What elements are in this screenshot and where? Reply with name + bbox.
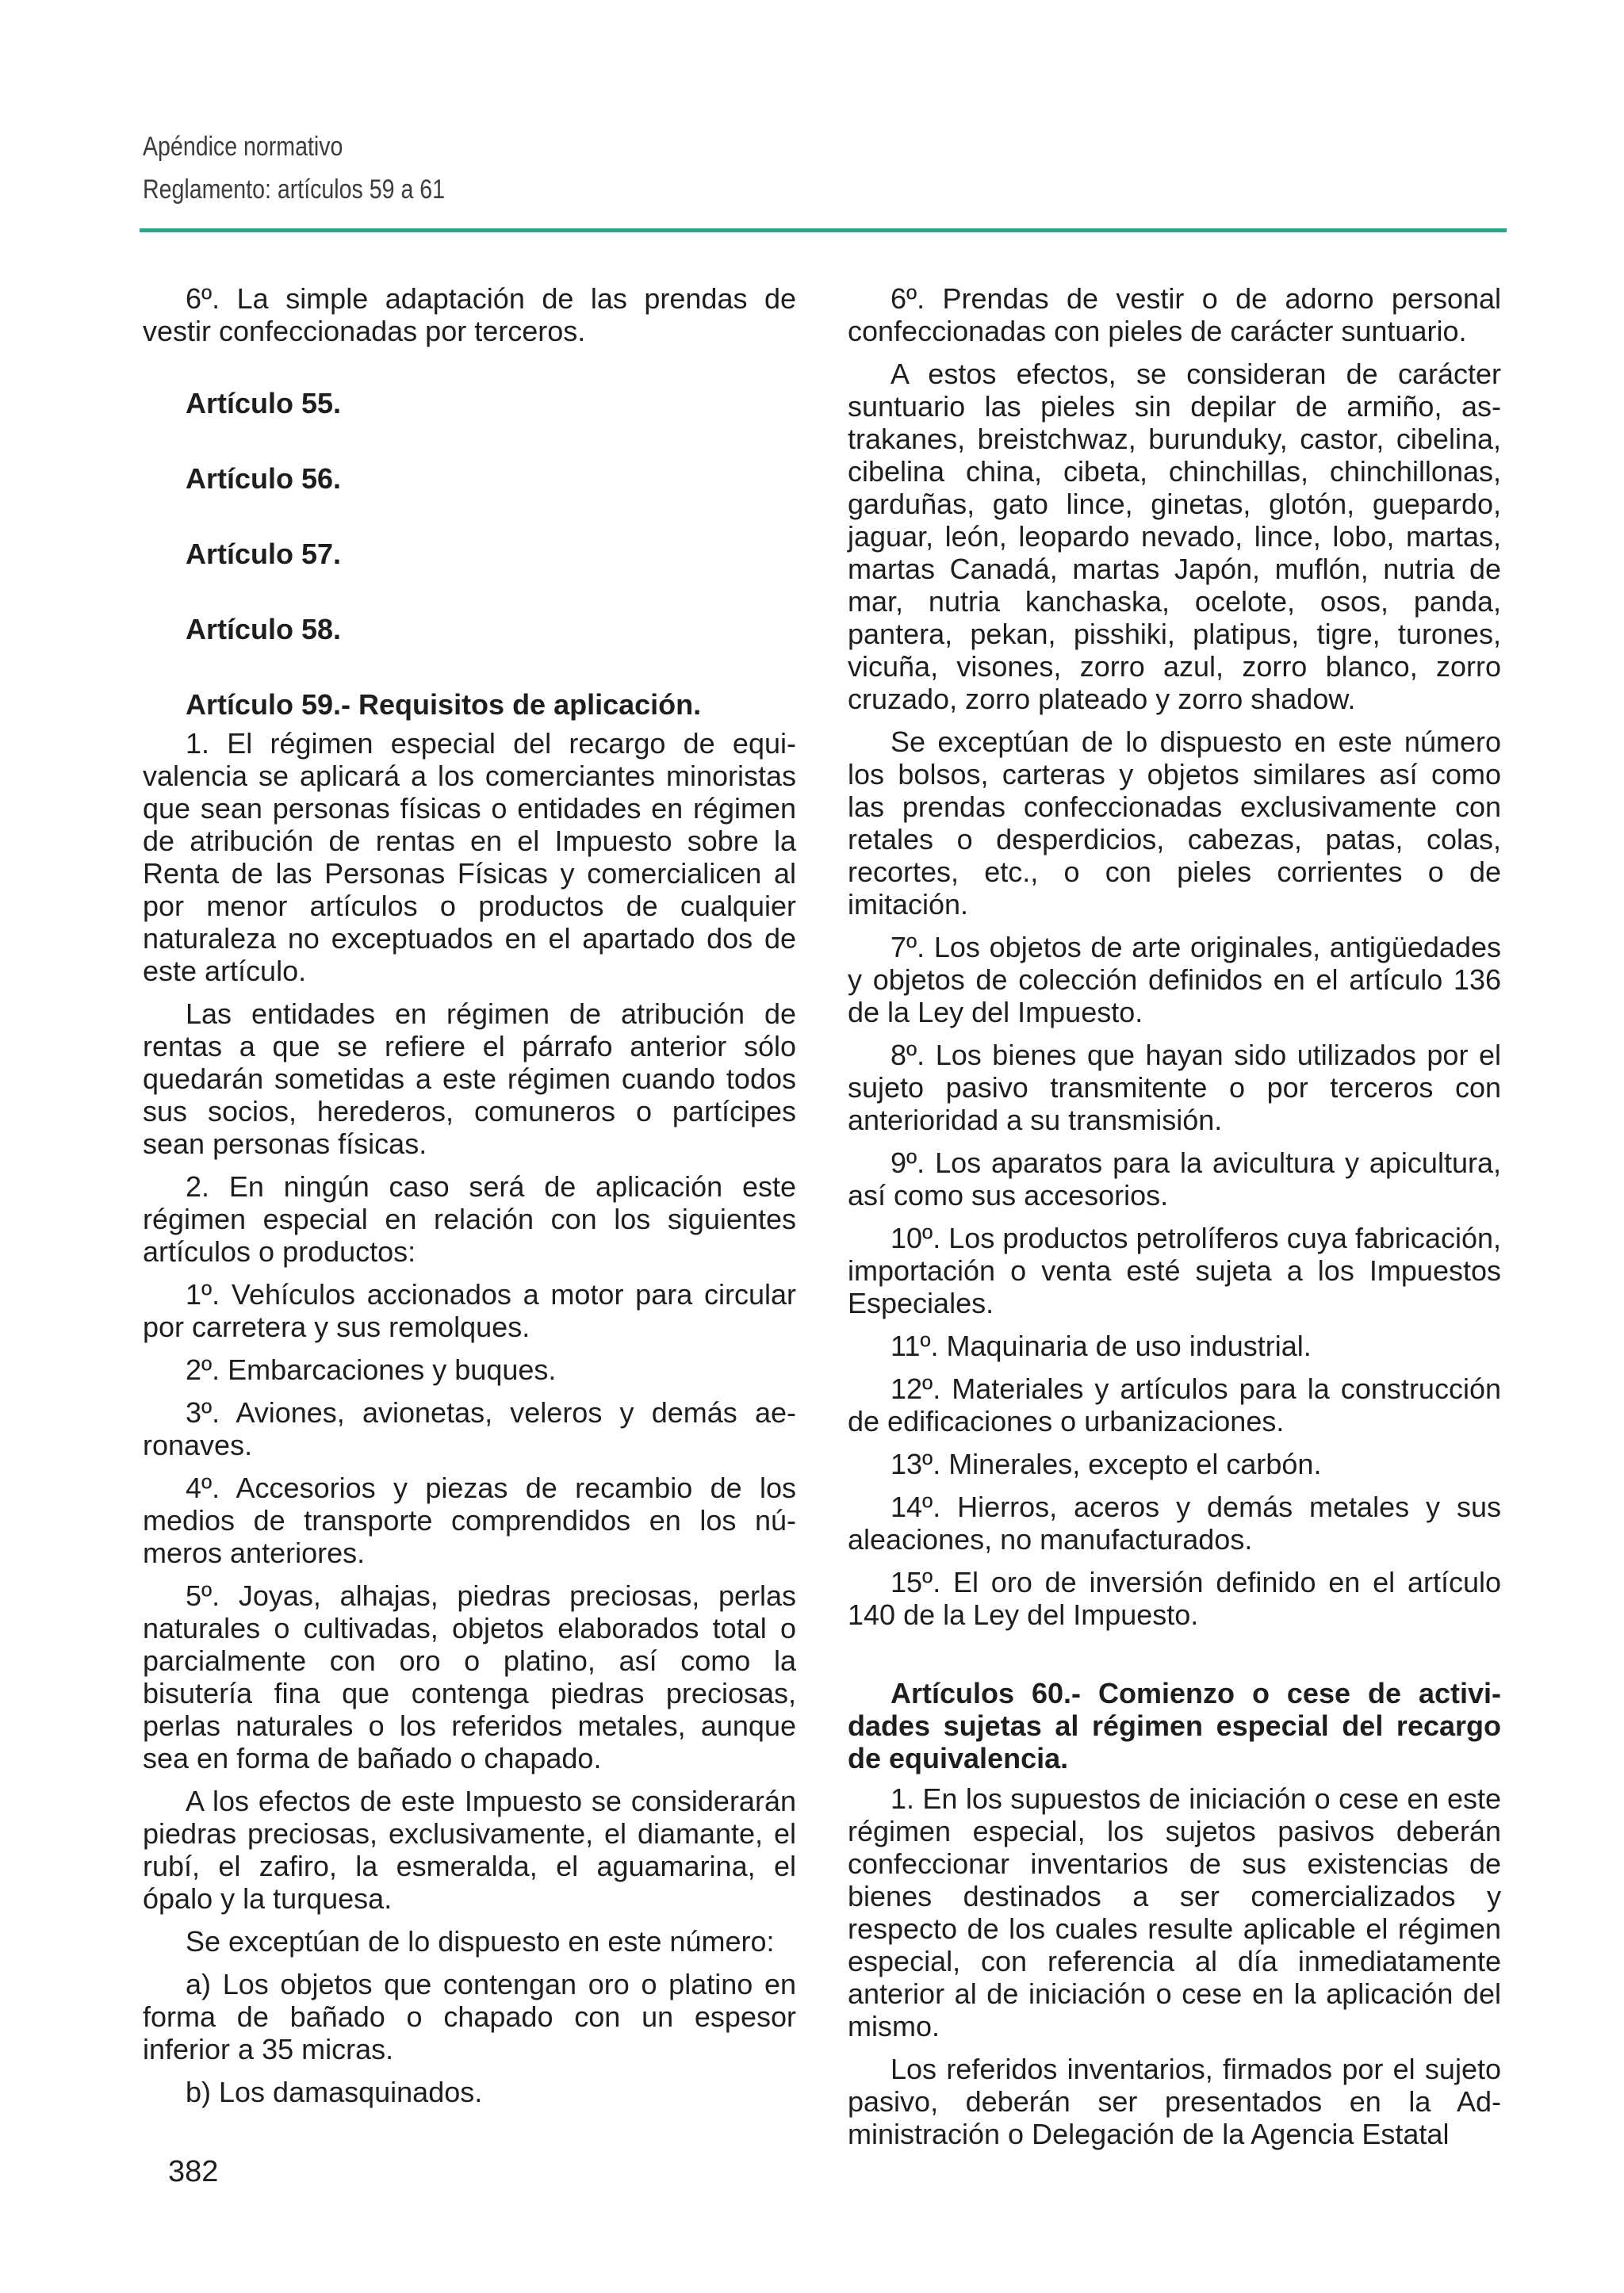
paragraph: Se exceptúan de lo dispuesto en este número: [186,1925,775,1958]
paragraph: A los efectos de este Impuesto se considerarán piedras preciosas, exclusivamente, el diamante, el rubí, el zafiro, la esmeralda, el aguamarina, el ópalo y la turquesa. [143,1785,796,1915]
article-heading-59: Artículo 59.- Requisitos de aplicación. [186,688,702,721]
article-heading-57: Artículo 57. [186,538,342,570]
article-heading-56: Artículo 56. [186,462,342,495]
article-heading-60: Artículos 60.- Comienzo o cese de actividades sujetas al régimen especial del recargo de equivalencia. [848,1677,1501,1774]
list-item: 10º. Los productos petrolíferos cuya fabricación, importación o venta esté sujeta a los Impuestos Especiales. [848,1222,1501,1319]
page-number: 382 [168,2155,219,2188]
list-item: 4º. Accesorios y piezas de recambio de los medios de transporte comprendidos en los números anteriores. [143,1472,796,1569]
header-subsection: Reglamento: artículos 59 a 61 [143,174,446,205]
list-item: a) Los objetos que contengan oro o platino en forma de bañado o chapado con un espesor inferior a 35 micras. [143,1968,796,2065]
header-section: Apéndice normativo [143,132,343,162]
list-item: 3º. Aviones, avionetas, veleros y demás aeronaves. [143,1396,796,1461]
article-heading-55: Artículo 55. [186,387,342,419]
running-header [143,125,1507,211]
left-column [143,282,796,2119]
list-item: 1º. Vehículos accionados a motor para circular por carretera y sus remolques. [143,1278,796,1343]
list-item: 13º. Minerales, excepto el carbón. [891,1448,1322,1480]
paragraph: 6º. La simple adaptación de las prendas de vestir confeccionadas por terceros. [143,282,796,347]
paragraph: Los referidos inventarios, firmados por el sujeto pasivo, deberán ser presentados en la Administración o Delegación de la Agencia Estatal [848,2053,1501,2150]
list-item: 15º. El oro de inversión definido en el artículo 140 de la Ley del Impuesto. [848,1566,1501,1631]
list-item: b) Los damasquinados. [186,2076,483,2108]
list-item: 5º. Joyas, alhajas, piedras preciosas, perlas naturales o cultivadas, objetos elaborados total o parcialmente con oro o platino, así como la bisutería fina que contenga piedras preciosas, perlas naturales o los referidos metales, aunque sea en forma de bañado o chapado. [143,1579,796,1774]
paragraph: 1. El régimen especial del recargo de equivalencia se aplicará a los comerciantes minoristas que sean personas físicas o entidades en régimen de atribución de rentas en el Impuesto sobre la Renta de las Personas Físicas y comercialicen al por menor artículos o productos de cualquier naturaleza no exceptuados en el apartado dos de este artículo. [143,727,796,987]
list-item: 12º. Materiales y artículos para la construcción de edificaciones o urbanizaciones. [848,1372,1501,1437]
list-item: 7º. Los objetos de arte originales, antigüedades y objetos de colección definidos en el artículo 136 de la Ley del Impuesto. [848,931,1501,1028]
list-item: 6º. Prendas de vestir o de adorno personal confeccionadas con pieles de carácter suntuario. [848,282,1501,347]
list-item: 2º. Embarcaciones y buques. [186,1353,557,1386]
list-item: 9º. Los aparatos para la avicultura y apicultura, así como sus accesorios. [848,1146,1501,1212]
list-item: 8º. Los bienes que hayan sido utilizados por el sujeto pasivo transmitente o por terceros con anterioridad a su transmisión. [848,1039,1501,1136]
list-item: 11º. Maquinaria de uso industrial. [891,1330,1312,1362]
paragraph: Se exceptúan de lo dispuesto en este número los bolsos, carteras y objetos similares así como las prendas confeccionadas exclusivamente con retales o desperdicios, cabezas, patas, colas, recortes, etc., o con pieles corrientes o de imitación. [848,725,1501,921]
paragraph: 1. En los supuestos de iniciación o cese en este régimen especial, los sujetos pasivos deberán confeccionar inventarios de sus existencias de bienes destinados a ser comercializados y respecto de los cuales resulte aplicable el régimen especial, con referencia al día inmediatamente anterior al de iniciación o cese en la aplicación del mismo. [848,1782,1501,2042]
header-divider [140,228,1507,232]
article-heading-58: Artículo 58. [186,613,342,645]
list-item: 14º. Hierros, aceros y demás metales y sus aleaciones, no manufacturados. [848,1491,1501,1556]
right-column [848,282,1501,2161]
paragraph: 2. En ningún caso será de aplicación este régimen especial en relación con los siguientes artículos o productos: [143,1170,796,1268]
paragraph: A estos efectos, se consideran de carácter suntuario las pieles sin depilar de armiño, astrakanes, breistchwaz, burunduky, castor, cibelina, cibelina china, cibeta, chinchillas, chinchillonas, garduñas, gato lince, ginetas, glotón, guepardo, jaguar, león, leopardo nevado, lince, lobo, martas, martas Canadá, martas Japón, muflón, nutria de mar, nutria kanchaska, ocelote, osos, panda, pantera, pekan, pisshiki, platipus, tigre, turones, vicuña, visones, zorro azul, zorro blanco, zorro cruzado, zorro plateado y zorro shadow. [848,358,1501,715]
paragraph: Las entidades en régimen de atribución de rentas a que se refiere el párrafo anterior sólo quedarán sometidas a este régimen cuando todos sus socios, herederos, comuneros o partícipes sean personas físicas. [143,997,796,1160]
